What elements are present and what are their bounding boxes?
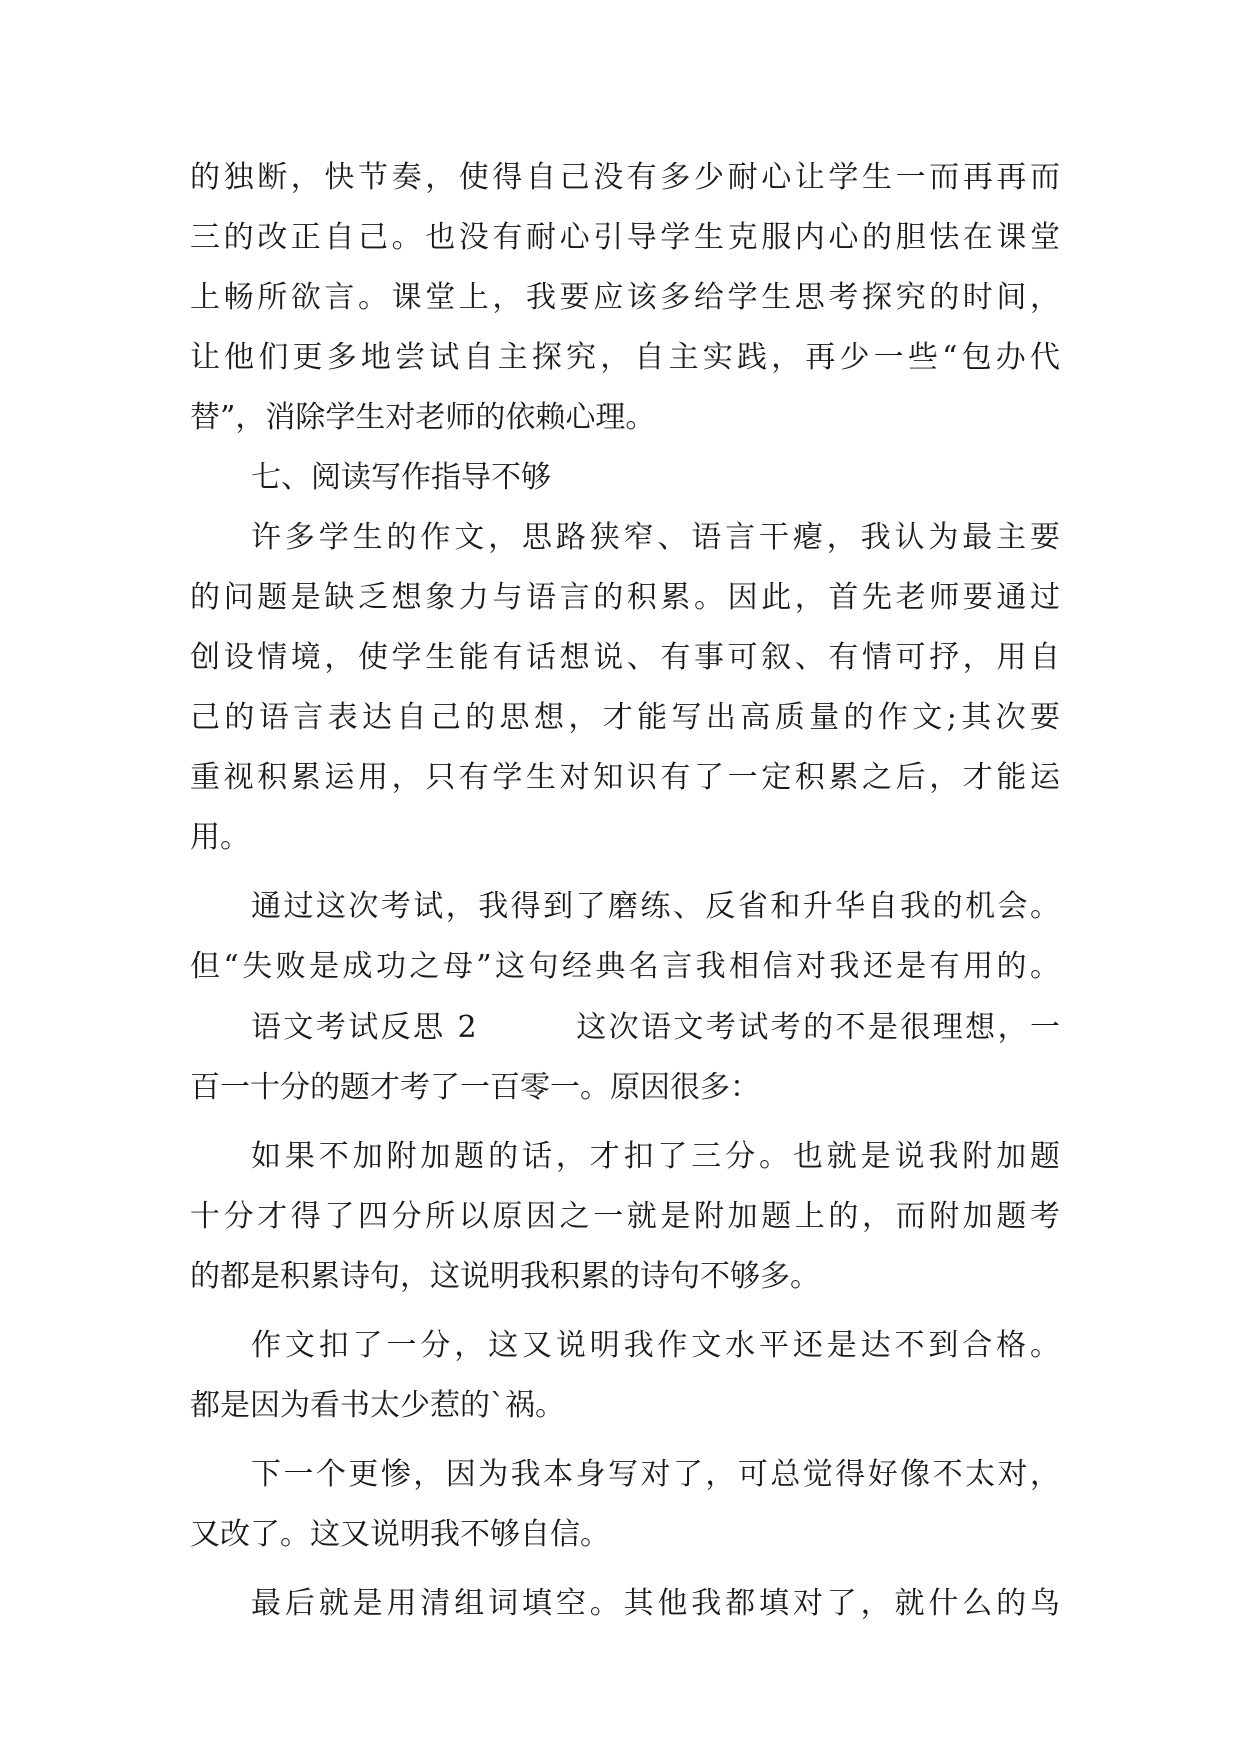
text-line: 重视积累运用，只有学生对知识有了一定积累之后，才能运 <box>190 760 1060 795</box>
text-line: 的问题是缺乏想象力与语言的积累。因此，首先老师要通过 <box>190 580 1060 615</box>
text-line: 的独断，快节奏，使得自己没有多少耐心让学生一而再再而 <box>190 160 1060 195</box>
text-line: 通过这次考试，我得到了磨练、反省和升华自我的机会。 <box>251 889 1060 924</box>
text-line: 用。 <box>190 820 250 855</box>
text-line: 许多学生的作文，思路狭窄、语言干瘪，我认为最主要 <box>251 520 1060 555</box>
text-line: 的都是积累诗句，这说明我积累的诗句不够多。 <box>190 1259 820 1294</box>
text-line: 让他们更多地尝试自主探究，自主实践，再少一些“包办代 <box>190 340 1060 375</box>
text-line: 上畅所欲言。课堂上，我要应该多给学生思考探究的时间， <box>190 280 1060 315</box>
text-line: 下一个更惨，因为我本身写对了，可总觉得好像不太对， <box>251 1457 1060 1492</box>
text-line: 己的语言表达自己的思想，才能写出高质量的作文;其次要 <box>190 700 1060 735</box>
section-heading: 七、阅读写作指导不够 <box>251 460 551 495</box>
text-line: 十分才得了四分所以原因之一就是附加题上的，而附加题考 <box>190 1199 1060 1234</box>
essay-title-line: 语文考试反思 2 这次语文考试考的不是很理想，一 <box>251 1010 1060 1045</box>
text-line: 创设情境，使学生能有话想说、有事可叙、有情可抒，用自 <box>190 640 1060 675</box>
text-line: 如果不加附加题的话，才扣了三分。也就是说我附加题 <box>251 1139 1060 1174</box>
text-line: 三的改正自己。也没有耐心引导学生克服内心的胆怯在课堂 <box>190 220 1060 255</box>
text-line: 百一十分的题才考了一百零一。原因很多： <box>190 1070 760 1105</box>
text-line: 最后就是用清组词填空。其他我都填对了，就什么的鸟 <box>251 1586 1060 1621</box>
text-line: 都是因为看书太少惹的`祸。 <box>190 1388 565 1423</box>
text-line: 又改了。这又说明我不够自信。 <box>190 1517 610 1552</box>
text-line: 替”，消除学生对老师的依赖心理。 <box>190 400 656 435</box>
text-line: 但“失败是成功之母”这句经典名言我相信对我还是有用的。 <box>190 949 1060 984</box>
text-line: 作文扣了一分，这又说明我作文水平还是达不到合格。 <box>251 1328 1060 1363</box>
